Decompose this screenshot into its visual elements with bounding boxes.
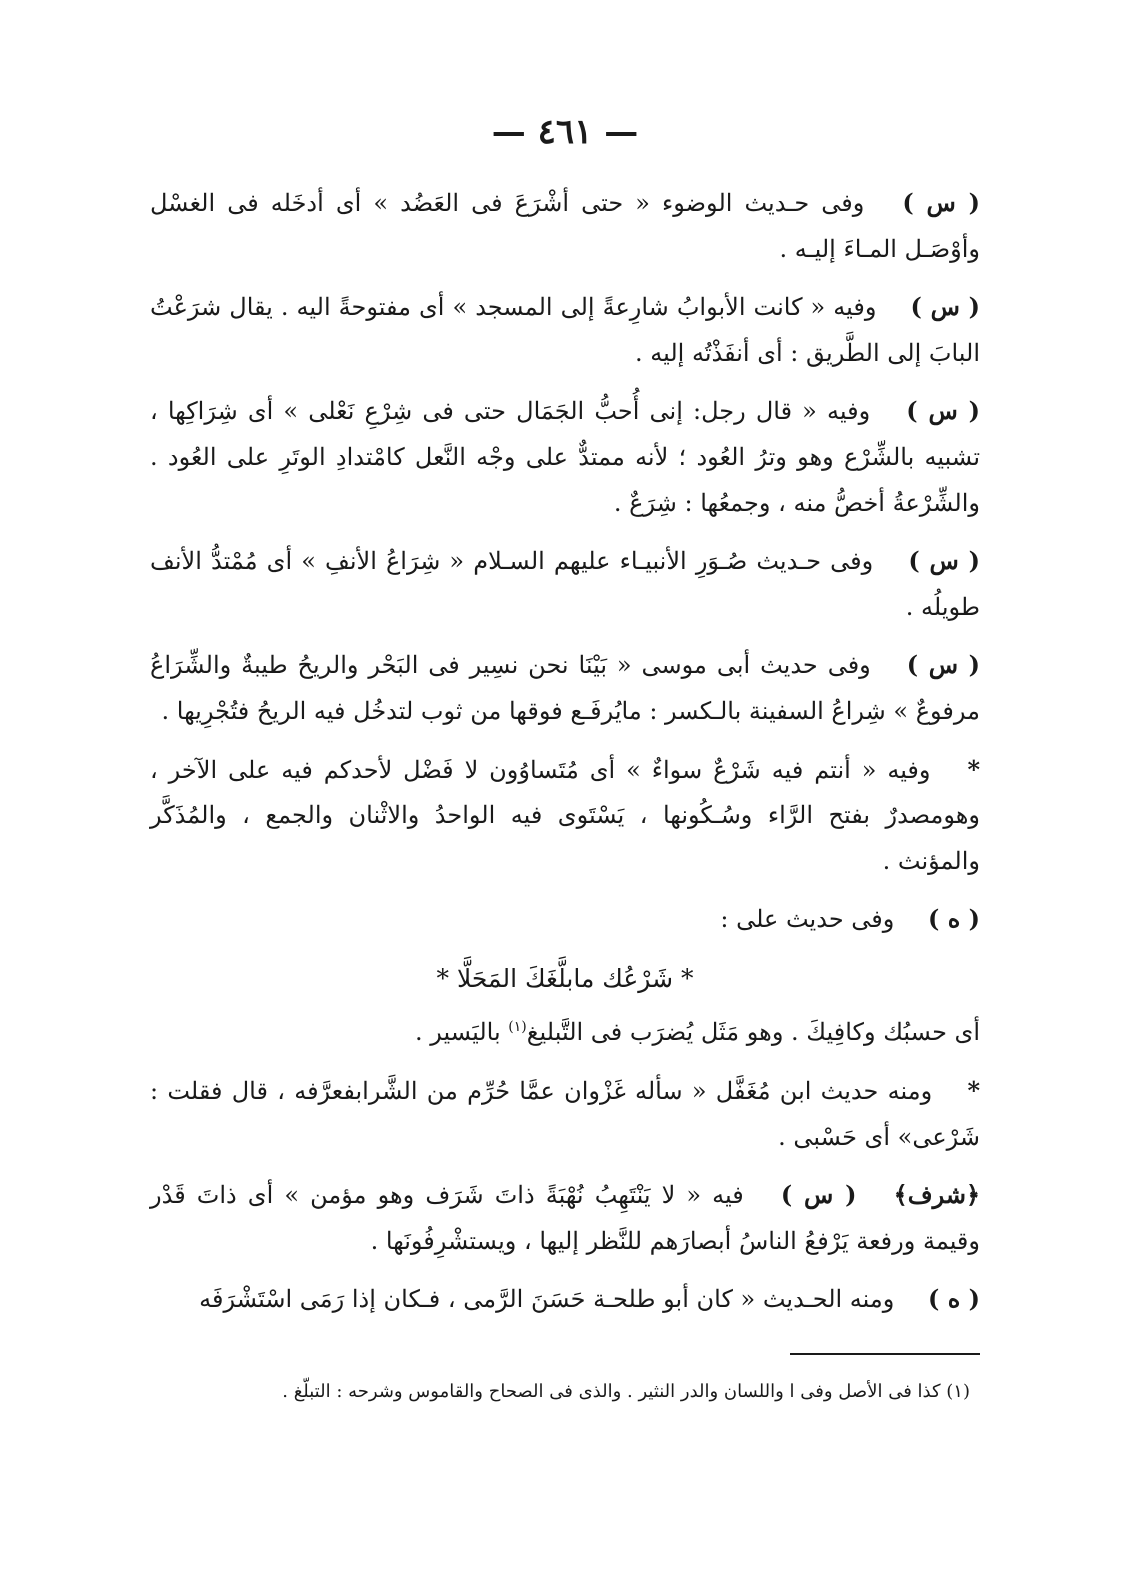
entry-source: ( س )	[906, 650, 980, 680]
entry-text: وفيه « كانت الأبوابُ شارِعةً إلى المسجد » أى مفتوحةً اليه . يقال شرَعْتُ البابَ إلى الطَّريق : أى أنفَذْتُه إليه .	[150, 293, 980, 367]
entry-text: وفى حـديث صُـوَرِ الأنبيـاء عليهم السـلام « شِرَاعُ الأنفِ » أى مُمْتدُّ الأنف طويلُه .	[150, 547, 980, 621]
entry-3	[150, 388, 980, 526]
entry-source: ( س )	[902, 188, 980, 217]
entry-text: أى حسبُك وكافِيكَ . وهو مَثَل يُضرَب فى التَّبليغ	[526, 1018, 980, 1047]
page-number: — ٤٦١ —	[491, 112, 639, 152]
footnote: (١) كذا فى الأصل وفى ا واللسان والدر النثير . والذى فى الصحاح والقاموس وشرحه : التبلّغ .	[282, 1380, 970, 1402]
footnote-divider	[790, 1353, 980, 1355]
entry-source: *	[967, 1076, 980, 1105]
footnote-ref: (١)	[508, 1019, 527, 1036]
entry-source: ( س )	[780, 1180, 857, 1210]
entry-6	[150, 747, 980, 885]
entry-text: وفى حديث أبى موسى « بَيْنَا نحن نسِير فى البَحْر والريحُ طيبةٌ والشِّرَاعُ مرفوعٌ » شِراعُ السفينة بالـكسر : مايُرفَـع فوقها من ثوب لتدخُل فيه الريحُ فتُجْرِيها .	[150, 651, 980, 725]
entry-source: ( ه )	[928, 904, 980, 934]
entry-2	[150, 284, 980, 376]
entry-text: باليَسير .	[414, 1018, 509, 1047]
entry-text: وفى حديث على :	[720, 905, 895, 934]
entry-5	[150, 642, 980, 734]
entry-text: وفيه « أنتم فيه شَرْعٌ سواءٌ » أى مُتَساوُون لا فَضْل لأحدكم فيه على الآخر ، وهومصدرٌ بفتح الرَّاء وسُـكُونها ، يَسْتَوى فيه الواحدُ والاثْنان والجمع ، والمُذَكَّر والمؤنث .	[150, 755, 980, 875]
entry-text: وفيه « قال رجل: إنى أُحبُّ الجَمَال حتى فى شِرْعِ نَعْلى » أى شِرَاكِها ، تشبيه بالشِّرْع وهو وترُ العُود ؛ لأنه ممتدٌّ على وجْه النَّعل كامْتدادِ الوتَرِ على العُود . والشِّرْعةُ أخصُّ منه ، وجمعُها : شِرَعٌ .	[150, 397, 980, 517]
verse-explanation	[150, 1010, 980, 1056]
entry-sharaf	[150, 1172, 980, 1264]
entry-source: ( س )	[910, 292, 980, 322]
entry-source: ( ه )	[928, 1284, 980, 1314]
entry-text: وفى حـديث الوضوء « حتى أشْرَعَ فى العَضُد » أى أدخَله فى الغسْل وأوْصَـل المـاءَ إليـه .	[150, 189, 980, 263]
entry-4	[150, 538, 980, 630]
document-page	[150, 112, 980, 1426]
entry-text: ومنه الحـديث « كان أبو طلحـة حَسَنَ الرَّمى ، فـكان إذا رَمَى اسْتَشْرَفَه	[199, 1285, 895, 1314]
verse-line: * شَرْعُك مابلَّغَكَ المَحَلَّا *	[436, 963, 694, 993]
entry-last	[150, 1276, 980, 1323]
headword: ﴿شرف﴾	[893, 1180, 981, 1210]
entry-source: ( س )	[906, 396, 980, 426]
entry-source: ( س )	[908, 546, 980, 576]
entry-text: فيه « لا يَنْتَهِبُ نُهْبَةً ذاتَ شَرَف وهو مؤمن » أى ذاتَ قَدْر وقيمة ورفعة يَرْفعُ الناسُ أبصارَهم للنَّظر إليها ، ويستشْرِفُونَها .	[150, 1181, 980, 1255]
entry-1	[150, 180, 980, 272]
entry-source: *	[967, 754, 980, 784]
entry-star	[150, 1068, 980, 1160]
entry-7	[150, 896, 980, 943]
entry-text: ومنه حديث ابن مُغَفَّل « سأله غَزْوان عمَّا حُرِّم من الشَّرابفعرَّفه ، قال فقلت : شَرْعى» أى حَسْبى .	[150, 1077, 980, 1151]
